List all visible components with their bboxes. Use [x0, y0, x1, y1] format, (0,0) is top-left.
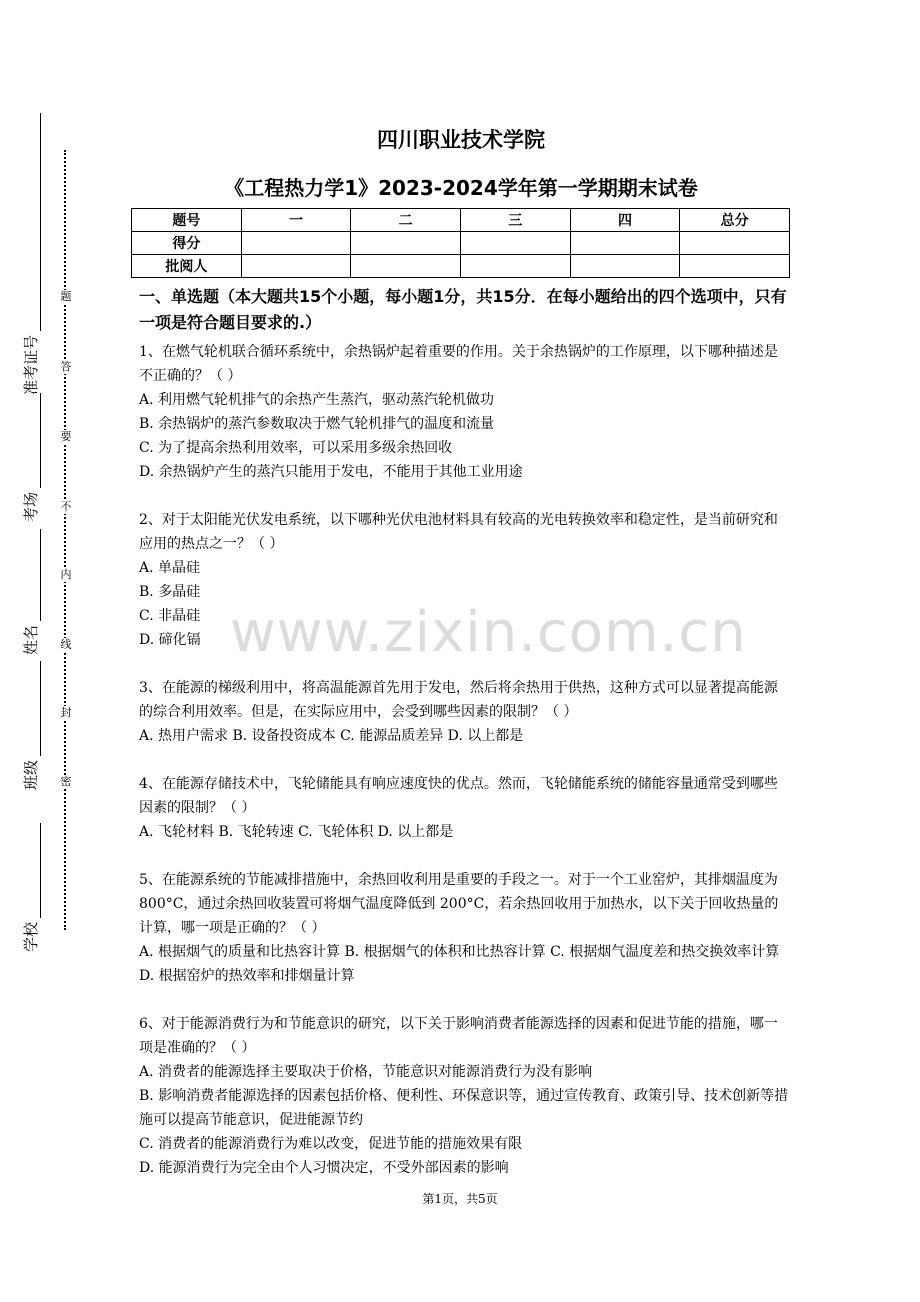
question-option: D. 能源消费行为完全由个人习惯决定，不受外部因素的影响	[139, 1160, 509, 1176]
score-table-row	[132, 232, 790, 255]
score-table-header: 二	[351, 209, 461, 232]
question-1	[139, 340, 791, 484]
question-option: B. 多晶硅	[139, 584, 201, 600]
exam-room-label: 考场	[22, 491, 40, 522]
question-option: A. 单晶硅	[139, 560, 201, 576]
question-4	[139, 772, 791, 844]
question-option: A. 消费者的能源选择主要取决于价格，节能意识对能源消费行为没有影响	[139, 1064, 593, 1080]
score-table-header: 总分	[680, 209, 790, 232]
score-cell[interactable]	[460, 232, 570, 255]
section-title: 一、单选题（本大题共15个小题，每小题1分，共15分．在每小题给出的四个选项中，只有一项是符合题目要求的.）	[139, 287, 787, 332]
question-list	[139, 340, 791, 1180]
question-option: C. 消费者的能源消费行为难以改变，促进节能的措施效果有限	[139, 1136, 523, 1152]
score-table-header: 得分	[132, 232, 242, 255]
question-stem: 2、对于太阳能光伏发电系统，以下哪种光伏电池材料具有较高的光电转换效率和稳定性，是当前研究和应用的热点之一？（ ）	[139, 512, 778, 552]
admission-number-label: 准考证号	[22, 334, 40, 395]
school-name: 四川职业技术学院	[377, 128, 545, 152]
name-blank[interactable]	[24, 529, 41, 621]
score-cell[interactable]	[460, 255, 570, 278]
seal-word: 不	[58, 500, 74, 514]
score-cell[interactable]	[570, 255, 680, 278]
score-cell[interactable]	[241, 255, 351, 278]
question-option: B. 余热锅炉的蒸汽参数取决于燃气轮机排气的温度和流量	[139, 416, 495, 432]
question-3	[139, 676, 791, 748]
question-option: C. 非晶硅	[139, 608, 201, 624]
question-stem: 5、在能源系统的节能减排措施中，余热回收利用是重要的手段之一。对于一个工业窑炉，其排烟温度为 800°C，通过余热回收装置可将烟气温度降低到 200°C，若余热回收用于加热水，以下关于回收热量的计算，哪一项是正确的？（ ）	[139, 872, 779, 936]
score-table-header: 四	[570, 209, 680, 232]
name-field	[20, 529, 41, 655]
question-option: A. 飞轮材料 B. 飞轮转速 C. 飞轮体积 D. 以上都是	[139, 824, 454, 840]
question-option: A. 根据烟气的质量和比热容计算 B. 根据烟气的体积和比热容计算 C. 根据烟气温度差和热交换效率计算 D. 根据窑炉的热效率和排烟量计算	[139, 944, 780, 984]
score-table	[131, 208, 790, 278]
class-label: 班级	[22, 759, 40, 790]
school-field	[20, 823, 41, 952]
score-cell[interactable]	[680, 232, 790, 255]
score-table-row	[132, 255, 790, 278]
seal-word: 内	[58, 568, 74, 582]
page-footer: 第1页，共5页	[422, 1192, 498, 1206]
score-table-row	[132, 209, 790, 232]
score-cell[interactable]	[351, 232, 461, 255]
score-table-header: 一	[241, 209, 351, 232]
watermark: www.zixin.com.cn	[230, 600, 747, 665]
question-option: C. 为了提高余热利用效率，可以采用多级余热回收	[139, 440, 453, 456]
question-stem: 4、在能源存储技术中，飞轮储能具有响应速度快的优点。然而，飞轮储能系统的储能容量通常受到哪些因素的限制？（ ）	[139, 776, 778, 816]
admission-number-blank[interactable]	[24, 113, 41, 331]
question-option: B. 影响消费者能源选择的因素包括价格、便利性、环保意识等，通过宣传教育、政策引导、技术创新等措施可以提高节能意识，促进能源节约	[139, 1088, 789, 1128]
score-cell[interactable]	[351, 255, 461, 278]
score-cell[interactable]	[570, 232, 680, 255]
seal-word: 封	[58, 706, 74, 720]
exam-room-field	[20, 393, 41, 522]
seal-word: 线	[58, 638, 74, 652]
school-label: 学校	[22, 921, 40, 952]
question-6	[139, 1012, 791, 1180]
question-stem: 1、在燃气轮机联合循环系统中，余热锅炉起着重要的作用。关于余热锅炉的工作原理，以下哪种描述是不正确的？（ ）	[139, 344, 778, 384]
name-label: 姓名	[22, 624, 40, 655]
question-option: A. 利用燃气轮机排气的余热产生蒸汽，驱动蒸汽轮机做功	[139, 392, 495, 408]
binding-sidebar	[0, 0, 120, 1302]
score-cell[interactable]	[241, 232, 351, 255]
seal-line	[60, 150, 72, 930]
seal-word: 题	[58, 290, 74, 304]
class-field	[20, 661, 41, 790]
seal-word: 要	[58, 430, 74, 444]
school-blank[interactable]	[24, 823, 41, 918]
question-5	[139, 868, 791, 988]
question-option: D. 余热锅炉产生的蒸汽只能用于发电，不能用于其他工业用途	[139, 464, 523, 480]
seal-word: 答	[58, 360, 74, 374]
exam-title: 《工程热力学1》2023-2024学年第一学期期末试卷	[224, 176, 698, 200]
question-option: A. 热用户需求 B. 设备投资成本 C. 能源品质差异 D. 以上都是	[139, 728, 524, 744]
question-stem: 6、对于能源消费行为和节能意识的研究，以下关于影响消费者能源选择的因素和促进节能的措施，哪一项是准确的？（ ）	[139, 1016, 778, 1056]
exam-room-blank[interactable]	[24, 393, 41, 488]
score-table-header: 批阅人	[132, 255, 242, 278]
admission-number-field	[20, 113, 41, 395]
score-cell[interactable]	[680, 255, 790, 278]
score-table-header: 题号	[132, 209, 242, 232]
exam-content	[139, 284, 791, 1204]
seal-word: 密	[58, 775, 74, 789]
score-table-header: 三	[460, 209, 570, 232]
question-option: D. 碲化镉	[139, 632, 201, 648]
class-blank[interactable]	[24, 661, 41, 756]
question-stem: 3、在能源的梯级利用中，将高温能源首先用于发电，然后将余热用于供热，这种方式可以显著提高能源的综合利用效率。但是，在实际应用中，会受到哪些因素的限制？（ ）	[139, 680, 778, 720]
